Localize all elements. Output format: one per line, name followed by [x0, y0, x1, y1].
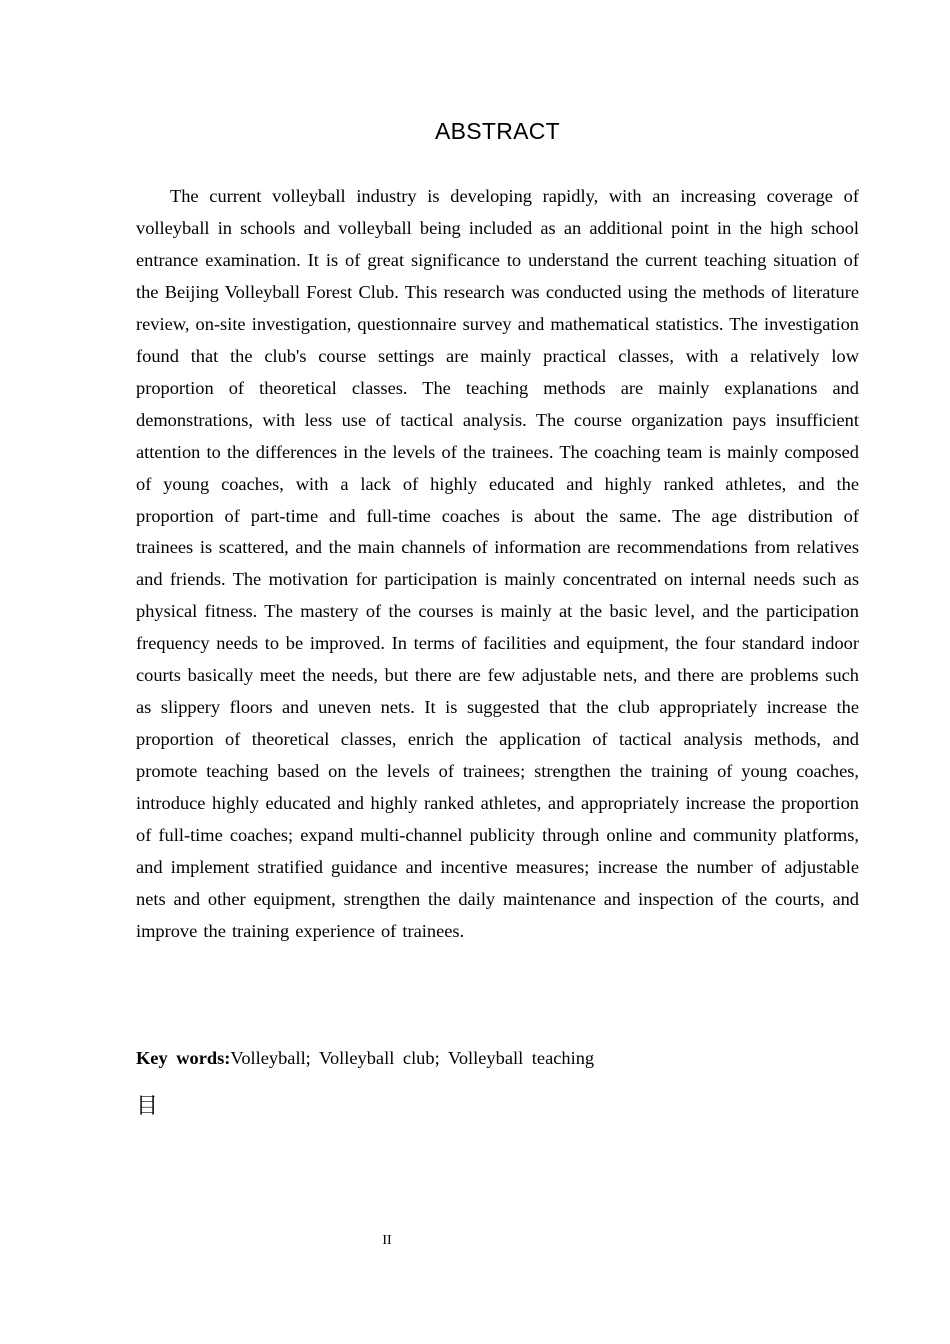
- abstract-heading: ABSTRACT: [434, 118, 561, 144]
- abstract-body: The current volleyball industry is developing rapidly, with an increasing coverage of volleyball in schools and volleyball being included as an additional point in the high school entrance examination. It is of great significance to understand the current teaching situation of the Beijing Volleyball Forest Club. This research was conducted using the methods of literature review, on-site investigation, questionnaire survey and mathematical statistics. The investigation found that the club's course settings are mainly practical classes, with a relatively low proportion of theoretical classes. The teaching methods are mainly explanations and demonstrations, with less use of tactical analysis. The course organization pays insufficient attention to the differences in the levels of the trainees. The coaching team is mainly composed of young coaches, with a lack of highly educated and highly ranked athletes, and the proportion of part-time and full-time coaches is about the same. The age distribution of trainees is scattered, and the main channels of information are recommendations from relatives and friends. The motivation for participation is mainly concentrated on internal needs such as physical fitness. The mastery of the courses is mainly at the basic level, and the participation frequency needs to be improved. In terms of facilities and equipment, the four standard indoor courts basically meet the needs, but there are few adjustable nets, and there are problems such as slippery floors and uneven nets. It is suggested that the club appropriately increase the proportion of theoretical classes, enrich the application of tactical analysis methods, and promote teaching based on the levels of trainees; strengthen the training of young coaches, introduce highly educated and highly ranked athletes, and appropriately increase the proportion of full-time coaches; expand multi-channel publicity through online and community platforms, and implement stratified guidance and incentive measures; increase the number of adjustable nets and other equipment, strengthen the daily maintenance and inspection of the courts, and improve the training experience of trainees.: [136, 186, 859, 941]
- table-of-contents-heading-fragment: 目: [136, 1094, 159, 1119]
- keywords-value: Volleyball; Volleyball club; Volleyball teaching: [230, 1048, 595, 1068]
- page-number: II: [382, 1233, 392, 1248]
- keywords-line: [136, 1042, 859, 1074]
- keywords-label: Key words:: [136, 1048, 231, 1068]
